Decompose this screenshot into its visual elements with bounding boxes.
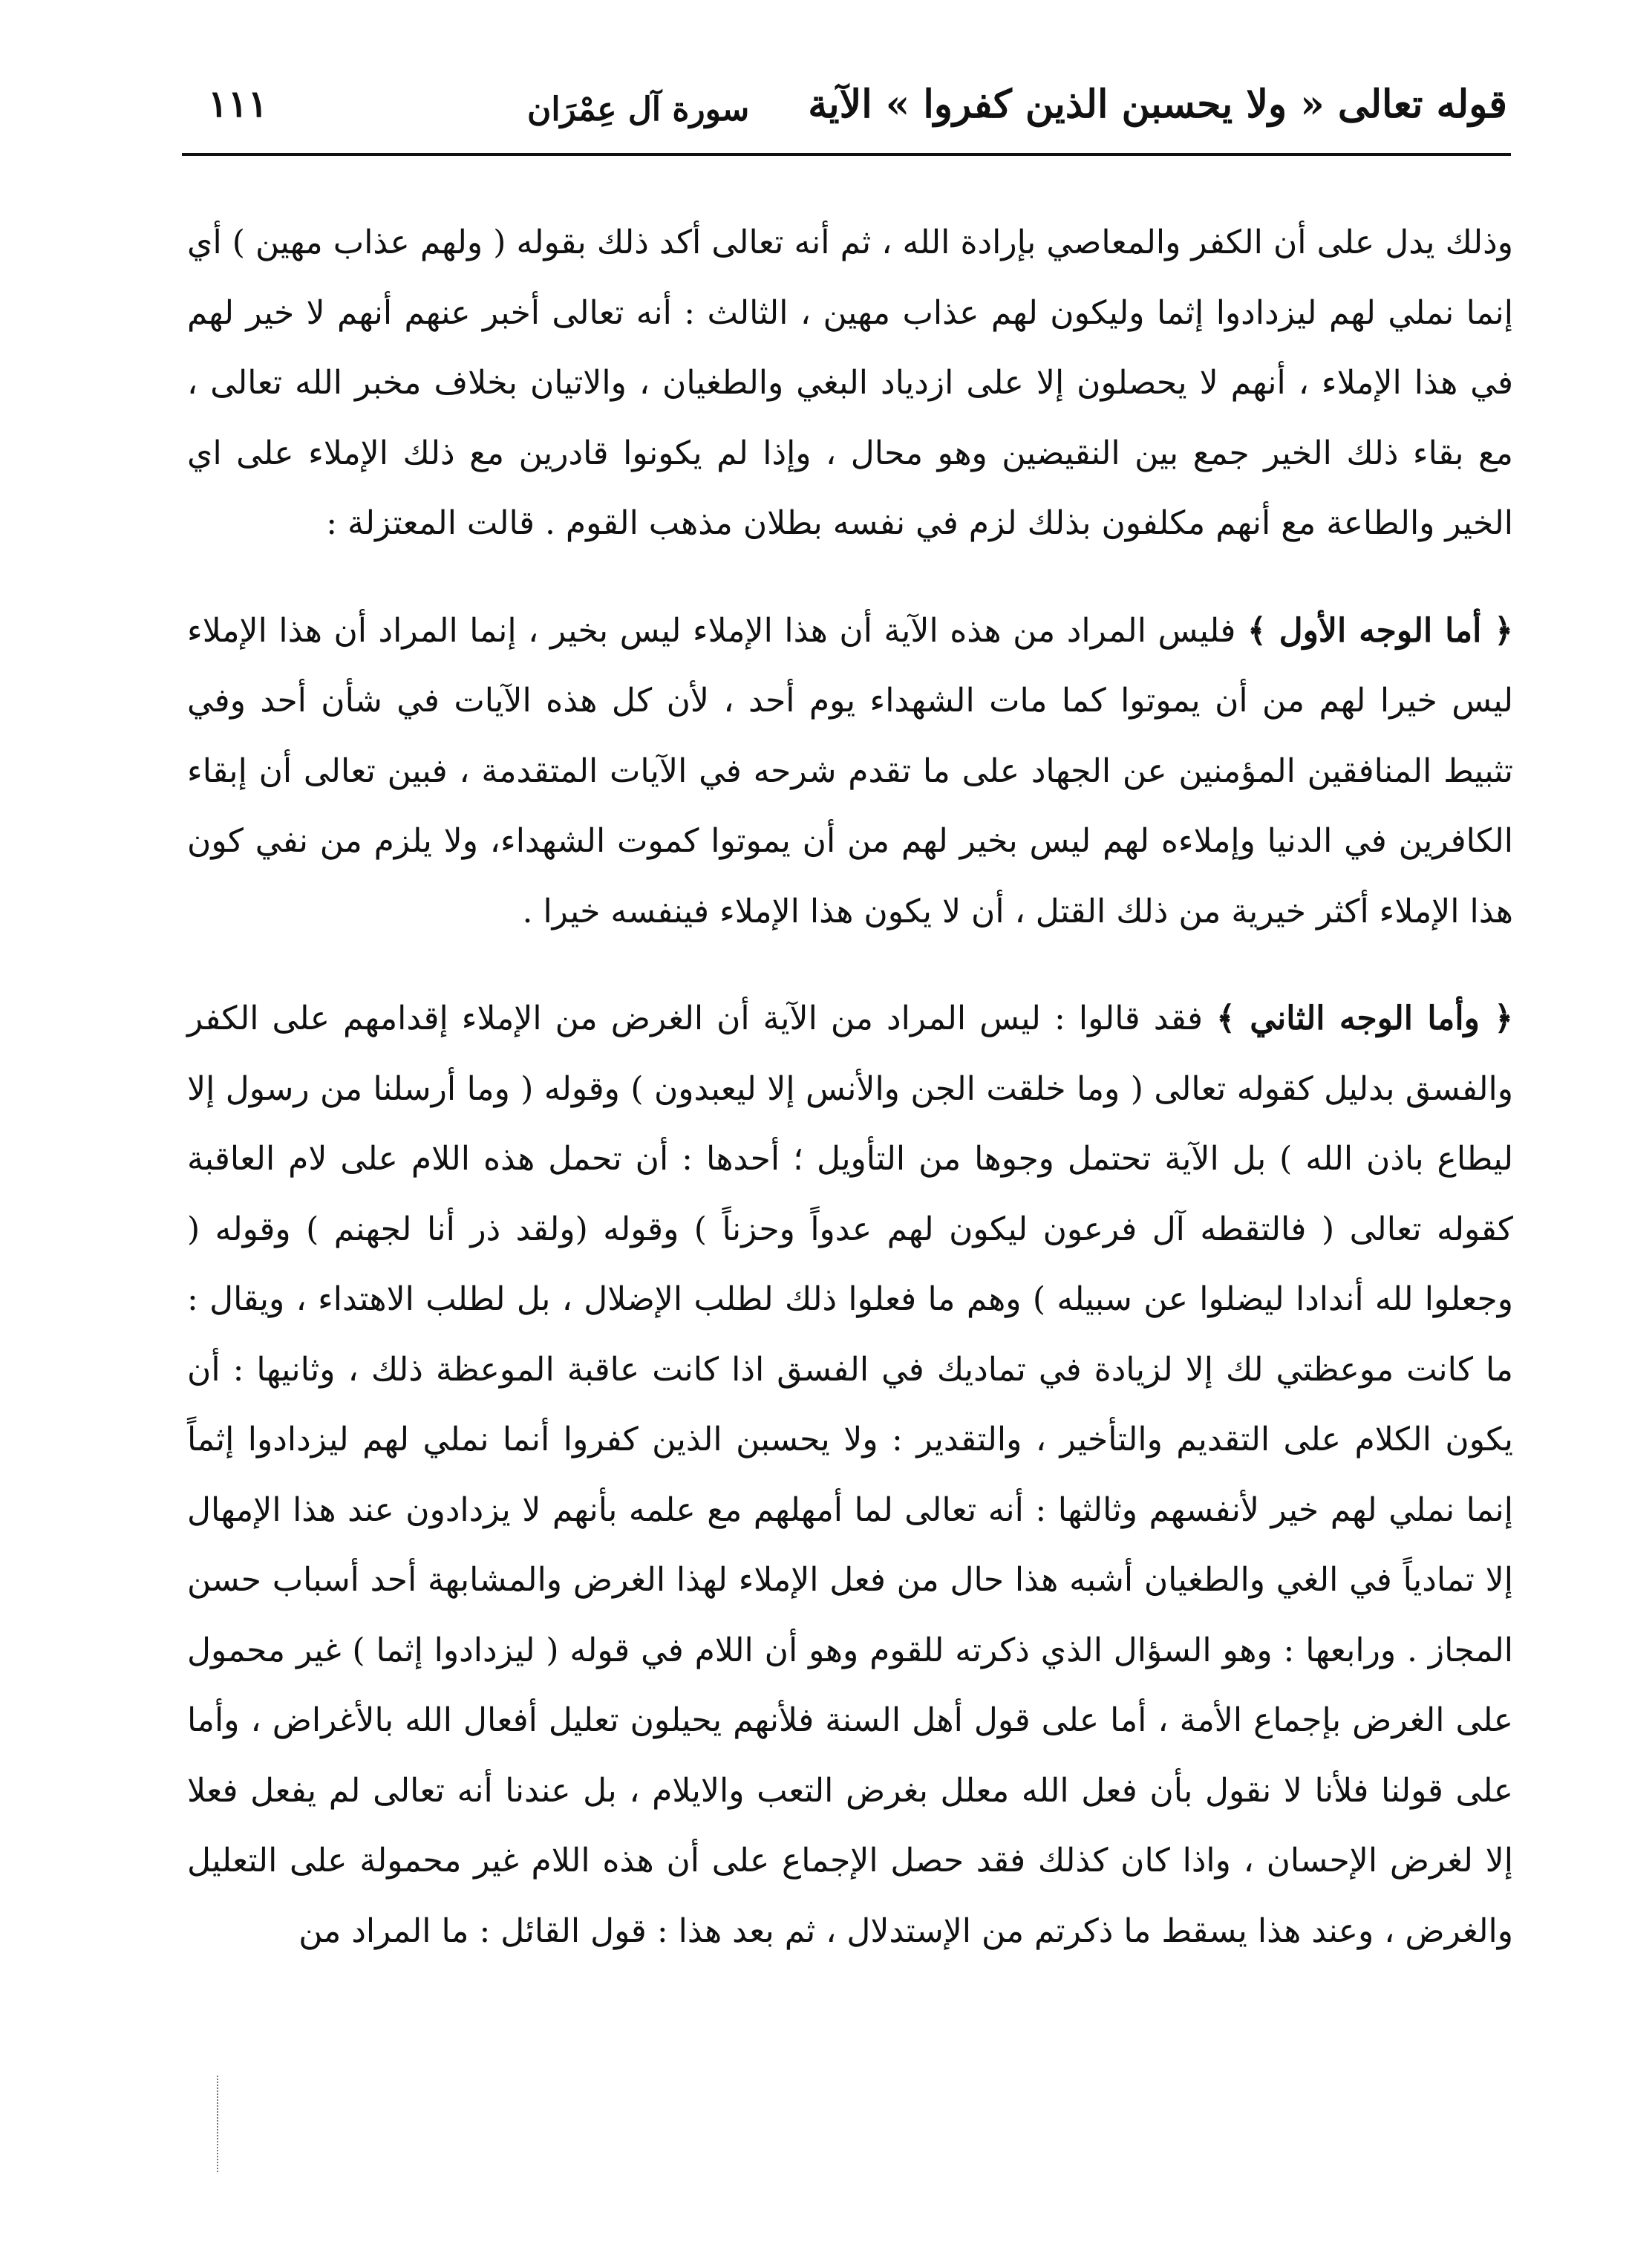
intro-paragraph: وذلك يدل على أن الكفر والمعاصي بإرادة الله ، ثم أنه تعالى أكد ذلك بقوله ( ولهم عذاب مهين ) أي إنما نملي لهم ليزدادوا إثما وليكون لهم عذاب مهين ، الثالث : أنه تعالى أخبر عنهم أنهم لا خير لهم في هذا الإملاء ، أنهم لا يحصلون إلا على ازدياد البغي والطغيان ، والاتيان بخلاف مخبر الله تعالى ، مع بقاء ذلك الخير جمع بين النقيضين وهو محال ، وإذا لم يكونوا قادرين مع ذلك الإملاء على اي الخير والطاعة مع أنهم مكلفون بذلك لزم في نفسه بطلان مذهب القوم . قالت المعتزلة : [187,224,1513,542]
page-number: ١١١ [208,82,268,126]
second-aspect-paragraph [187,984,1513,1966]
first-aspect-text: فليس المراد من هذه الآية أن هذا الإملاء ليس بخير ، إنما المراد أن هذا الإملاء ليس خيرا لهم من أن يموتوا كما مات الشهداء يوم أحد ، لأن كل هذه الآيات في شأن أحد وفي تثبيط المنافقين المؤمنين عن الجهاد على ما تقدم شرحه في الآيات المتقدمة ، فبين تعالى أن إبقاء الكافرين في الدنيا وإملاءه لهم ليس بخير لهم من أن يموتوا كموت الشهداء، ولا يلزم من نفي كون هذا الإملاء أكثر خيرية من ذلك القتل ، أن لا يكون هذا الإملاء فينفسه خيرا . [187,611,1513,930]
first-aspect-paragraph [187,596,1513,948]
running-header [186,82,1507,156]
second-aspect-heading: ﴿ وأما الوجه الثاني ﴾ [1216,1000,1513,1037]
margin-scan-mark [217,2076,220,2172]
header-divider [182,153,1511,156]
header-surah-name: سورة آل عِمْرَان [527,91,750,128]
header-title: قوله تعالى « ولا يحسبن الذين كفروا » الآية [808,82,1507,127]
first-aspect-heading: ﴿ أما الوجه الأول ﴾ [1247,611,1513,650]
main-text [187,208,1513,1966]
second-aspect-text: فقد قالوا : ليس المراد من الآية أن الغرض من الإملاء إقدامهم على الكفر والفسق بدليل كقوله تعالى ( وما خلقت الجن والأنس إلا ليعبدون ) وقوله ( وما أرسلنا من رسول إلا ليطاع باذن الله ) بل الآية تحتمل وجوها من التأويل ؛ أحدها : أن تحمل هذه اللام على لام العاقبة كقوله تعالى ( فالتقطه آل فرعون ليكون لهم عدواً وحزناً ) وقوله (ولقد ذر أنا لجهنم ) وقوله ( وجعلوا لله أندادا ليضلوا عن سبيله ) وهم ما فعلوا ذلك لطلب الإضلال ، بل لطلب الاهتداء ، ويقال : ما كانت موعظتي لك إلا لزيادة في تماديك في الفسق اذا كانت عاقبة الموعظة ذلك ، وثانيها : أن يكون الكلام على التقديم والتأخير ، والتقدير : ولا يحسبن الذين كفروا أنما نملي لهم ليزدادوا إثماً إنما نملي لهم خير لأنفسهم وثالثها : أنه تعالى لما أمهلهم مع علمه بأنهم لا يزدادون عند هذا الإمهال إلا تمادياً في الغي والطغيان أشبه هذا حال من فعل الإملاء لهذا الغرض والمشابهة أحد أسباب حسن المجاز . ورابعها : وهو السؤال الذي ذكرته للقوم وهو أن اللام في قوله ( ليزدادوا إثما ) غير محمول على الغرض بإجماع الأمة ، أما على قول أهل السنة فلأنهم يحيلون تعليل أفعال الله بالأغراض ، وأما على قولنا فلأنا لا نقول بأن فعل الله معلل بغرض التعب والايلام ، بل عندنا أنه تعالى لم يفعل فعلا إلا لغرض الإحسان ، واذا كان كذلك فقد حصل الإجماع على أن هذه اللام غير محمولة على التعليل والغرض ، وعند هذا يسقط ما ذكرتم من الإستدلال ، ثم بعد هذا : قول القائل : ما المراد من [187,1000,1513,1950]
